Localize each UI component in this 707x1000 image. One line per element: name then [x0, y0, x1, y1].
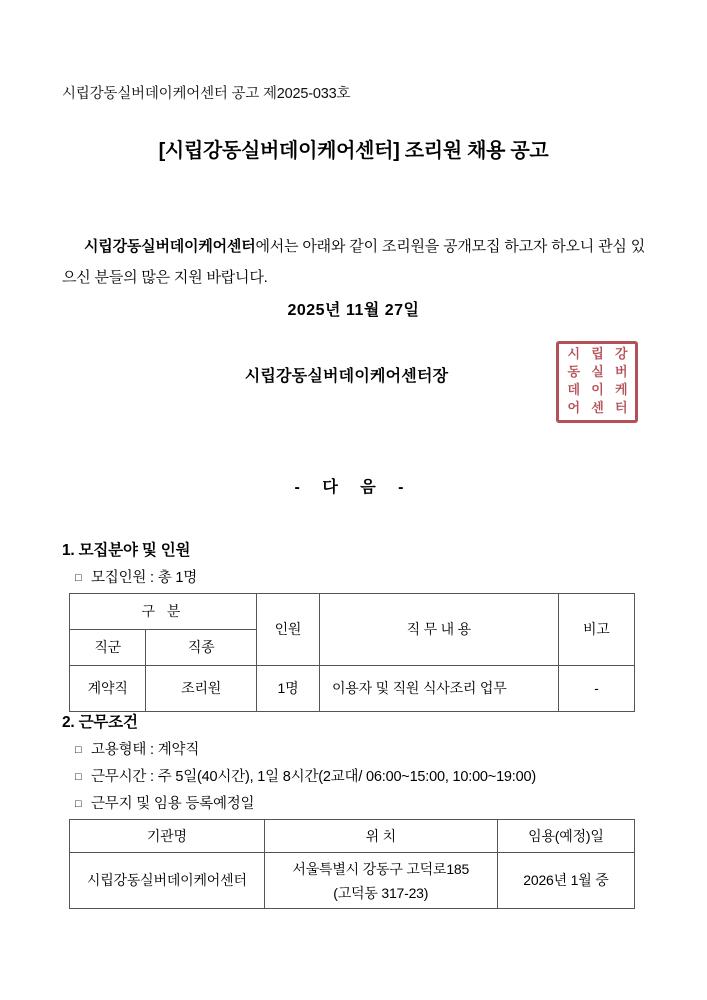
section2-bullet-2-text: 근무시간 : 주 5일(40시간), 1일 8시간(2교대/ 06:00~15:00, 10:00~19:00): [91, 769, 536, 785]
seal-char: 립: [591, 347, 603, 362]
cell-job-description: 이용자 및 직원 식사조리 업무: [319, 666, 558, 712]
section1-bullet-1-text: 모집인원 : 총 1명: [91, 570, 198, 586]
section2-heading: 2. 근무조건: [62, 714, 138, 731]
cell-organization: 시립강동실버데이케어센터: [70, 853, 265, 909]
section2-bullet-1: [75, 738, 199, 759]
square-bullet-icon: □: [75, 572, 82, 585]
cell-job-group: 계약직: [70, 666, 146, 712]
section-divider-label: - 다 음 -: [294, 479, 413, 496]
seal-char: 케: [614, 383, 627, 398]
seal-char: 터: [614, 401, 627, 416]
header-note: 비고: [558, 594, 634, 666]
section2-bullet-3: [75, 792, 254, 813]
header-job-description: 직 무 내 용: [319, 594, 558, 666]
seal-char: 어: [567, 401, 580, 416]
table-row: [70, 853, 635, 909]
header-location: 위 치: [264, 820, 497, 853]
document-number: 시립강동실버데이케어센터 공고 제2025-033호: [62, 86, 351, 102]
header-group-division: 구 분: [70, 594, 257, 630]
section2-bullet-3-text: 근무지 및 임용 등록예정일: [91, 796, 255, 812]
intro-lead: 시립강동실버데이케어센터: [84, 238, 256, 255]
page-title: [시립강동실버데이케어센터] 조리원 채용 공고: [158, 140, 549, 162]
header-organization: 기관명: [70, 820, 265, 853]
official-seal-stamp: [556, 341, 638, 423]
square-bullet-icon: □: [75, 771, 82, 784]
cell-location: [264, 853, 497, 909]
recruitment-table: [69, 593, 635, 712]
square-bullet-icon: □: [75, 798, 82, 811]
header-headcount: 인원: [256, 594, 319, 666]
seal-char: 데: [567, 383, 580, 398]
header-job-group: 직군: [70, 630, 146, 666]
cell-note: -: [558, 666, 634, 712]
location-table: [69, 819, 635, 909]
section2-bullet-1-text: 고용형태 : 계약직: [91, 742, 200, 758]
section1-bullet-1: [75, 566, 197, 587]
seal-char: 센: [591, 401, 603, 416]
section2-bullet-2: [75, 765, 536, 786]
table-row: [70, 666, 635, 712]
seal-char: 이: [591, 383, 603, 398]
section1-heading: 1. 모집분야 및 인원: [62, 542, 191, 559]
cell-headcount: 1명: [256, 666, 319, 712]
cell-job-type: 조리원: [146, 666, 257, 712]
cell-appointment-date: 2026년 1월 중: [497, 853, 634, 909]
document-date: 2025년 11월 27일: [287, 302, 420, 319]
signer-name: 시립강동실버데이케어센터장: [244, 368, 449, 385]
header-job-type: 직종: [146, 630, 257, 666]
square-bullet-icon: □: [75, 744, 82, 757]
cell-location-line2: (고덕동 317-23): [333, 884, 429, 901]
intro-rest: 에서는 아래와 같이 조리원을 공개모집 하고자 하오니 관심 있으신 분들의 많은 지원 바랍니다.: [62, 238, 645, 286]
seal-char: 버: [614, 365, 627, 380]
seal-char: 실: [591, 365, 603, 380]
header-appointment-date: 임용(예정)일: [497, 820, 634, 853]
table-row: [70, 820, 635, 853]
signer-row: [0, 363, 645, 386]
seal-char: 동: [567, 365, 580, 380]
table-row: [70, 594, 635, 630]
intro-paragraph: [62, 231, 645, 293]
seal-char: 시: [567, 347, 580, 362]
cell-location-line1: 서울특별시 강동구 고덕로185: [292, 860, 470, 877]
seal-char: 강: [614, 347, 627, 362]
